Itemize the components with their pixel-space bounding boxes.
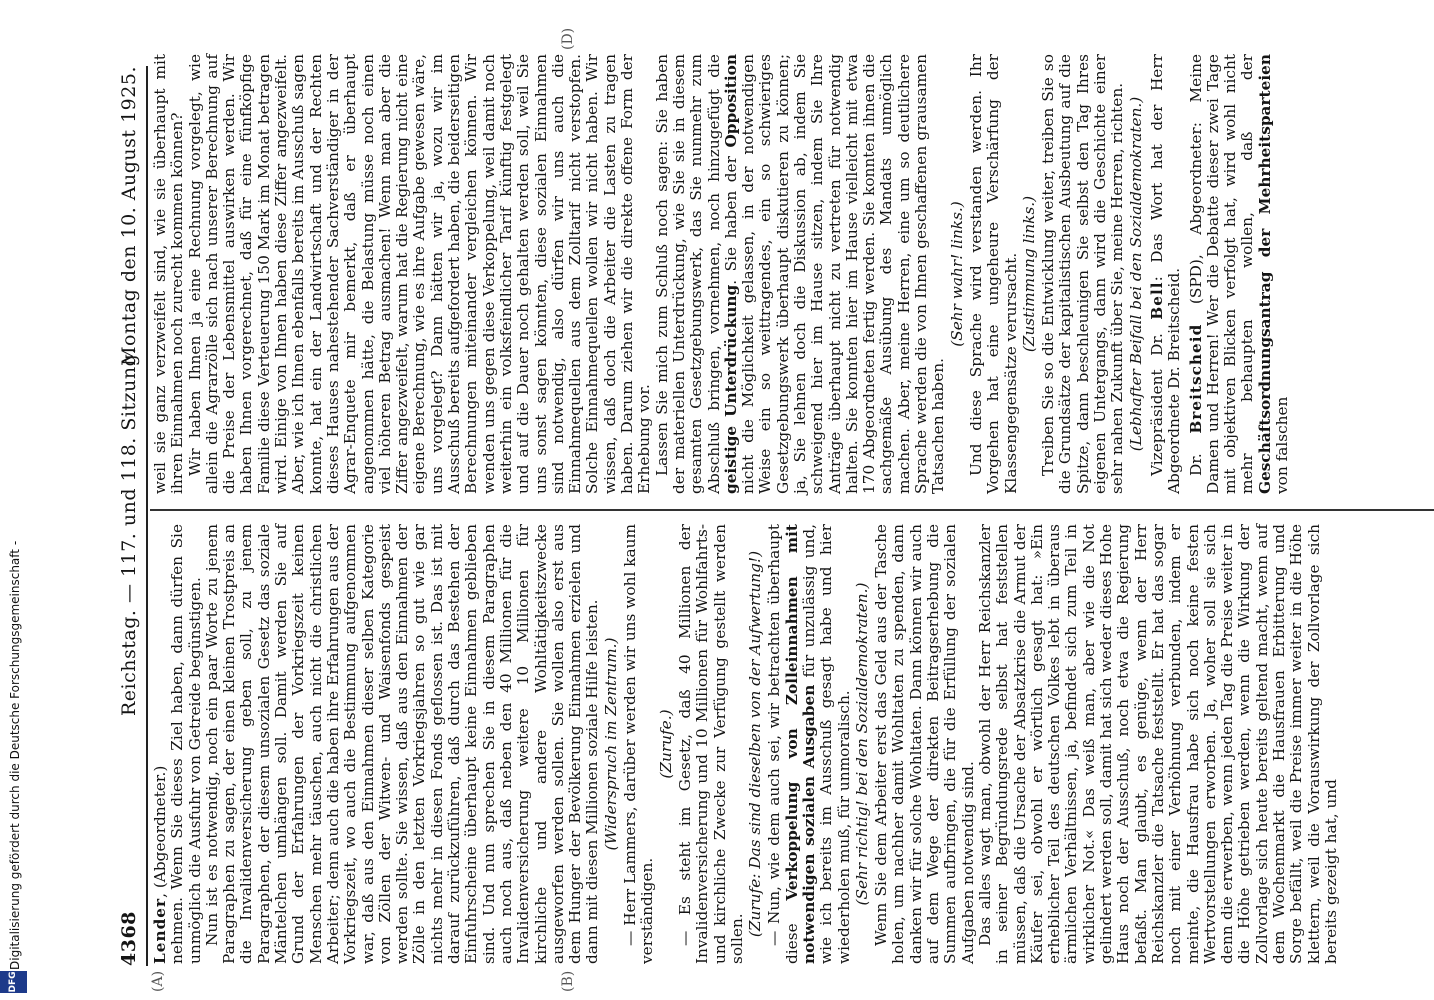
header-title: Reichstag. — 117. und 118. Sitzung. — [118, 347, 140, 716]
paragraph: Nun ist es notwendig, noch ein paar Worte zu jenem Paragraphen zu sagen, der einen kleinen Trostpreis an die Invalidenversicherung geben soll, zu jenem Paragraphen, der diesem unsozialen Gesetz das soziale Mäntelchen umhängen soll. Damit werden Sie auf Grund der Erfahrungen der Vorkriegszeit keinen Menschen mehr täuschen, auch nicht die christlichen Arbeiter; denn auch die haben ihre Erfahrungen aus der Vorkriegszeit, wo auch die Bestimmung aufgenommen war, daß aus den Einnahmen dieser selben Kategorie von Zöllen der Witwen- und Waisenfonds gespeist werden sollte. Sie wissen, daß aus den Einnahmen der Zölle in den letzten Vorkriegsjahren so gut wie gar nichts mehr in diesen Fonds geflossen ist. Das ist mit darauf zurückzuführen, daß durch das Bestehen der Einfuhrscheine überhaupt keine Einnahmen geblieben sind. Und nun sprechen Sie in diesem Paragraphen auch noch aus, daß neben den 40 Millionen für die Invalidenversicherung weitere 10 Millionen für kirchliche und andere Wohltätigkeitszwecke ausgeworfen werden sollen. Sie wollen also erst aus dem Hunger der Bevölkerung Einnahmen erzielen und dann mit diesen Millionen soziale Hilfe leisten. — [202, 524, 602, 964]
paragraph: Wenn Sie dem Arbeiter erst das Geld aus der Tasche holen, um nachher damit Wohltaten zu spenden, dann danken wir für solche Wohltaten. Dann können wir auch auf dem Wege der direkten Beitragserhebung die Summen aufbringen, die für die Erfüllung der sozialen Aufgaben notwendig sind. — [872, 524, 977, 964]
paragraph: — Es steht im Gesetz, daß 40 Millionen der Invalidenversicherung und 10 Millionen für Wohlfahrts- und kirchliche Zwecke zur Verfügung gestellt werden sollen. — [675, 524, 746, 964]
header-date: Montag den 10. August 1925. — [118, 66, 140, 366]
interjection: (Zustimmung links.) — [1019, 195, 1038, 353]
emphasis: geistige Unterdrückung — [721, 284, 740, 494]
margin-label-b: (B) — [560, 970, 576, 992]
speaker-role: (Abgeordneter.) — [151, 765, 169, 889]
text-run: Vizepräsident Dr. — [1147, 319, 1166, 476]
left-column — [152, 524, 1340, 964]
margin-label-a: (A) — [150, 970, 166, 992]
emphasis: Opposition — [721, 54, 740, 148]
interjection: (Lebhafter Beifall bei den Sozialdemokraten.) — [1126, 96, 1145, 452]
speaker-name: Breitscheid — [1186, 323, 1205, 434]
text-run: nicht die Möglichkeit gelassen, in der notwendigen Weise ein so weittragendes, ein so schwieriges Gesetzgebungswerk überhaupt diskutieren zu können; ja, Sie lehnen doch die Diskussion ab, indem Sie schweigend hier im Hause sitzen, indem Sie Ihre Anträge überhaupt nicht zu vertreten für notwendig halten. Sie konnten hier im Hause vielleicht mit etwa 170 Abgeordneten fertig werden. Sie konnten ihnen die sachgemäße Ausübung des Mandats unmöglich machen. Aber, meine Herren, eine um so deutlichere Sprache werden die von Ihnen geschaffenen grausamen Tatsachen haben. — [739, 54, 948, 494]
header-rule — [146, 66, 148, 966]
right-column — [152, 54, 1291, 494]
funding-footer: Digitalisierung gefördert durch die Deutsche Forschungsgemeinschaft - — [8, 540, 22, 970]
emphasis: Geschäftsordnungsantrag der Mehrheitsparteien — [1255, 54, 1274, 494]
column-divider — [150, 509, 1434, 511]
text-run: Lassen Sie mich zum Schluß noch sagen: Sie haben der materiellen Unterdrückung, wie Sie sie in diesem gesamten Gesetzgebungswerk, das Sie nunmehr zum Abschluß bringen, vornehmen, noch hinzugefügt die — [652, 54, 723, 494]
speaker-name: Bell — [1147, 281, 1166, 320]
text-run: von falschen — [1273, 396, 1291, 494]
margin-label-d: (D) — [560, 27, 576, 50]
text-run: : Das Wort hat der Herr Abgeordnete Dr. Breitscheid. — [1147, 54, 1184, 494]
paragraph — [1188, 54, 1292, 494]
interjection: (Zurufe: Das sind dieselben von der Aufwertung!) — [746, 550, 765, 938]
interjection: (Zurufe.) — [656, 709, 675, 779]
interjection: (Sehr richtig! bei den Sozialdemokraten.) — [852, 582, 871, 906]
paragraph: Und diese Sprache wird verstanden werden. Ihr Vorgehen hat eine ungeheure Verschärfung der Klassengegensätze verursacht. — [966, 54, 1020, 494]
paragraph — [766, 524, 852, 964]
text-run: (SPD), Abgeordneter: Meine Damen und Herren! Wer die Debatte dieser zwei Tage mit objektiven Blicken verfolgt hat, wird wohl nicht mehr behaupten wollen, daß der — [1186, 54, 1257, 494]
paragraph: Wir haben Ihnen ja eine Rechnung vorgelegt, wie allein die Agrarzölle sich nach unserer Berechnung auf die Preise der Lebensmittel auswirken werden. Wir haben Ihnen vorgerechnet, daß für eine fünfköpfige Familie diese Verteuerung 150 Mark im Monat betragen wird. Einige von Ihnen haben diese Ziffer angezweifelt. Aber, wie ich Ihnen ebenfalls bereits im Ausschuß sagen konnte, hat ein der Landwirtschaft und der Rechten dieses Hauses nahestehender Sachverständiger in der Agrar-Enquete mir bemerkt, daß er überhaupt angenommen hätte, die Belastung müsse noch einen viel höheren Betrag ausmachen! Wenn man aber die Ziffer angezweifelt, warum hat die Regierung nicht eine eigene Berechnung, wie es ihre Aufgabe gewesen wäre, uns vorgelegt? Dann hätten wir ja, wozu wir im Ausschuß bereits aufgefordert haben, die beiderseitigen Berechnungen miteinander vergleichen können. Wir wenden uns gegen diese Verkoppelung, weil damit noch weiterhin ein volksfeindlicher Tarif künftig festgelegt und auf die Dauer noch gehalten werden soll, weil Sie uns sonst sagen könnten, diese sozialen Einnahmen sind notwendig, also dürfen wir uns auch die Einnahmequellen aus dem Zolltarif nicht verstopfen. Solche Einnahmequellen wollen wir nicht haben. Wir wissen, daß doch die Arbeiter die Lasten zu tragen haben. Darum ziehen wir die direkte offene Form der Erhebung vor. — [185, 54, 654, 494]
paragraph: Treiben Sie so die Entwicklung weiter, treiben Sie so die Grundsätze der kapitalistischen Ausbeutung auf die Spitze, dann beschleunigen Sie selbst den Tag Ihres eigenen Untergangs, dann wird die Geschichte einer sehr nahen Zukunft über Sie, meine Herren, richten. — [1039, 54, 1127, 494]
page-header — [118, 66, 144, 966]
paragraph: nehmen. Wenn Sie dieses Ziel haben, dann dürfen Sie unmöglich die Ausfuhr von Getreide begünstigen. — [168, 524, 204, 964]
paragraph: weil sie ganz verzweifelt sind, wie sie überhaupt mit ihren Einnahmen noch zurecht kommen können? — [151, 54, 187, 494]
dfg-logo: DFG — [0, 971, 27, 993]
speaker-name: Lender — [151, 897, 169, 964]
text-run: Dr. — [1186, 433, 1205, 476]
speaker-line: Lender, (Abgeordneter.) — [151, 765, 169, 964]
text-run: . Sie haben der — [721, 147, 740, 285]
paragraph: — Herr Lammers, darüber werden wir uns wohl kaum verständigen. — [621, 524, 657, 964]
interjection: (Widerspruch im Zentrum.) — [601, 637, 620, 851]
paragraph — [1149, 54, 1184, 494]
emphasis: Verkoppelung von Zolleinnahmen mit notwendigen sozialen Ausgaben — [782, 524, 818, 964]
text-run: für unzulässig und, wie ich bereits im Ausschuß gesagt habe und hier wiederholen muß, für unmoralisch. — [799, 524, 853, 964]
page-number: 4368 — [118, 911, 140, 966]
paragraph: Das alles wagt man, obwohl der Herr Reichskanzler in seiner Begründungsrede selbst hat feststellen müssen, daß die Ursache der Absatzkrise die Armut der Käufer sei, obwohl er wörtlich gesagt hat: »Ein erheblicher Teil des deutschen Volkes lebt in überaus ärmlichen Verhältnissen, ja, befindet sich zum Teil in wirklicher Not.« Das weiß man, aber wie die Not gelindert werden soll, damit hat sich weder dieses Hohe Haus noch der Ausschuß, noch etwa die Regierung befaßt. Man glaubt, es genüge, wenn der Herr Reichskanzler die Tatsache feststellt. Er hat das sogar noch mit einer Verhöhnung verbunden, indem er meinte, die Hausfrau habe sich noch keine festen Wertvorstellungen erworben. Ja, woher soll sie sich denn die erwerben, wenn jeden Tag die Preise weiter in die Höhe getrieben werden, wenn die Wirkung der Zollvorlage sich heute bereits geltend macht, wenn auf dem Wochenmarkt die Hausfrauen Erbitterung und Sorge befällt, weil die Preise immer weiter in die Höhe klettern, weil die Vorauswirkung der Zollvorlage sich bereits gezeigt hat, und — [975, 524, 1340, 964]
text-run: — Nun, wie dem auch sei, wir betrachten überhaupt diese — [765, 524, 801, 964]
interjection: (Sehr wahr! links.) — [947, 201, 966, 347]
paragraph — [654, 54, 948, 494]
